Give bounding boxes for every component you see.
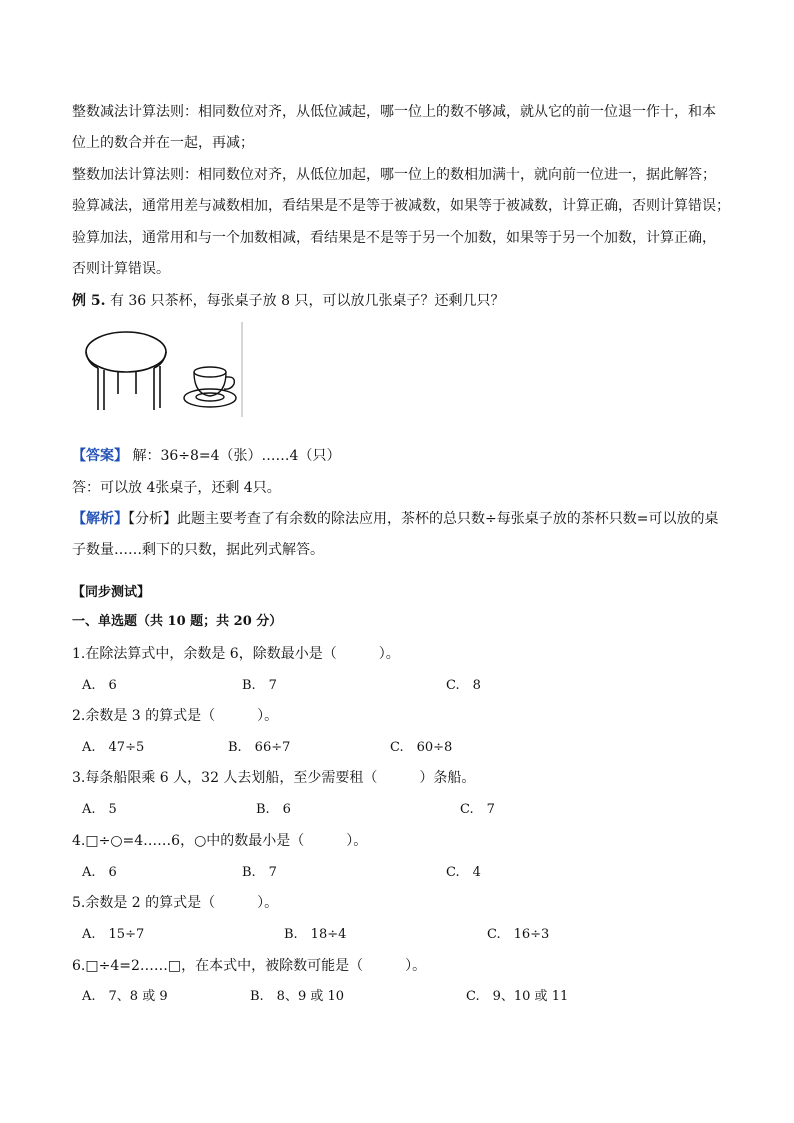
analysis-tag: 【解析】: [72, 511, 128, 527]
answer-text: 解：36÷8=4（张）……4（只）: [132, 448, 341, 464]
question-6-stem: 6.□÷4=2……□，在本式中，被除数可能是（ ）。: [72, 958, 427, 974]
question-2-option-c[interactable]: C. 60÷8: [390, 740, 453, 755]
question-5-stem: 5.余数是 2 的算式是（ ）。: [72, 895, 279, 911]
addition-rule: 整数加法计算法则：相同数位对齐，从低位加起，哪一位上的数相加满十，就向前一位进一，据此解答；: [72, 167, 716, 183]
example-5-question: [72, 291, 504, 311]
question-1-option-a[interactable]: A. 6: [82, 678, 117, 693]
table-and-teacup-illustration: [78, 322, 244, 417]
section-heading: 一、单选题（共 10 题；共 20 分）: [72, 614, 283, 629]
question-1-stem: 1.在除法算式中，余数是 6，除数最小是（ ）。: [72, 646, 400, 662]
teacup-icon: [184, 367, 236, 407]
question-6-option-a[interactable]: A. 7、8 或 9: [82, 989, 168, 1004]
question-5-option-c[interactable]: C. 16÷3: [487, 927, 550, 942]
analysis-text: 【分析】此题主要考查了有余数的除法应用，茶杯的总只数÷每张桌子放的茶杯只数=可以放的桌: [128, 511, 719, 527]
question-5-option-a[interactable]: A. 15÷7: [82, 927, 145, 942]
verify-subtraction-rule: 验算减法，通常用差与减数相加，看结果是不是等于被减数，如果等于被减数，计算正确，否则计算错误；: [72, 198, 730, 214]
question-2-option-a[interactable]: A. 47÷5: [82, 740, 145, 755]
example-label: 例 5.: [72, 293, 106, 309]
table-icon: [86, 332, 166, 410]
question-4-stem: 4.□÷○=4……6，○中的数最小是（ ）。: [72, 833, 368, 849]
question-4-option-c[interactable]: C. 4: [446, 865, 481, 880]
question-4-option-b[interactable]: B. 7: [242, 865, 277, 880]
analysis-line-2: 子数量……剩下的只数，据此列式解答。: [72, 542, 324, 558]
answer-tag: 【答案】: [72, 448, 128, 464]
question-3-option-c[interactable]: C. 7: [460, 802, 495, 817]
question-2-stem: 2.余数是 3 的算式是（ ）。: [72, 708, 279, 724]
subtraction-rule-line-1: 整数减法计算法则：相同数位对齐，从低位减起，哪一位上的数不够减，就从它的前一位退一作十，和本: [72, 104, 716, 120]
question-3-stem: 3.每条船限乘 6 人，32 人去划船，至少需要租（ ）条船。: [72, 770, 476, 786]
question-2-option-b[interactable]: B. 66÷7: [228, 740, 291, 755]
example-question-text: 有 36 只茶杯，每张桌子放 8 只，可以放几张桌子？还剩几只？: [109, 293, 505, 309]
question-4-option-a[interactable]: A. 6: [82, 865, 117, 880]
question-3-option-b[interactable]: B. 6: [256, 802, 291, 817]
subtraction-rule-line-2: 位上的数合并在一起，再减；: [72, 135, 254, 151]
sync-test-title: 【同步测试】: [72, 585, 151, 600]
verify-addition-rule-line-1: 验算加法，通常用和与一个加数相减，看结果是不是等于另一个加数，如果等于另一个加数，计算正确，: [72, 230, 716, 246]
question-1-option-b[interactable]: B. 7: [242, 678, 277, 693]
question-6-option-b[interactable]: B. 8、9 或 10: [250, 989, 345, 1004]
analysis-line-1: [72, 509, 718, 529]
verify-addition-rule-line-2: 否则计算错误。: [72, 261, 170, 277]
answer-line-1: [72, 446, 340, 466]
question-5-option-b[interactable]: B. 18÷4: [284, 927, 347, 942]
question-3-option-a[interactable]: A. 5: [82, 802, 117, 817]
question-1-option-c[interactable]: C. 8: [446, 678, 481, 693]
answer-line-2: 答：可以放 4张桌子，还剩 4只。: [72, 480, 281, 496]
question-6-option-c[interactable]: C. 9、10 或 11: [466, 989, 569, 1004]
